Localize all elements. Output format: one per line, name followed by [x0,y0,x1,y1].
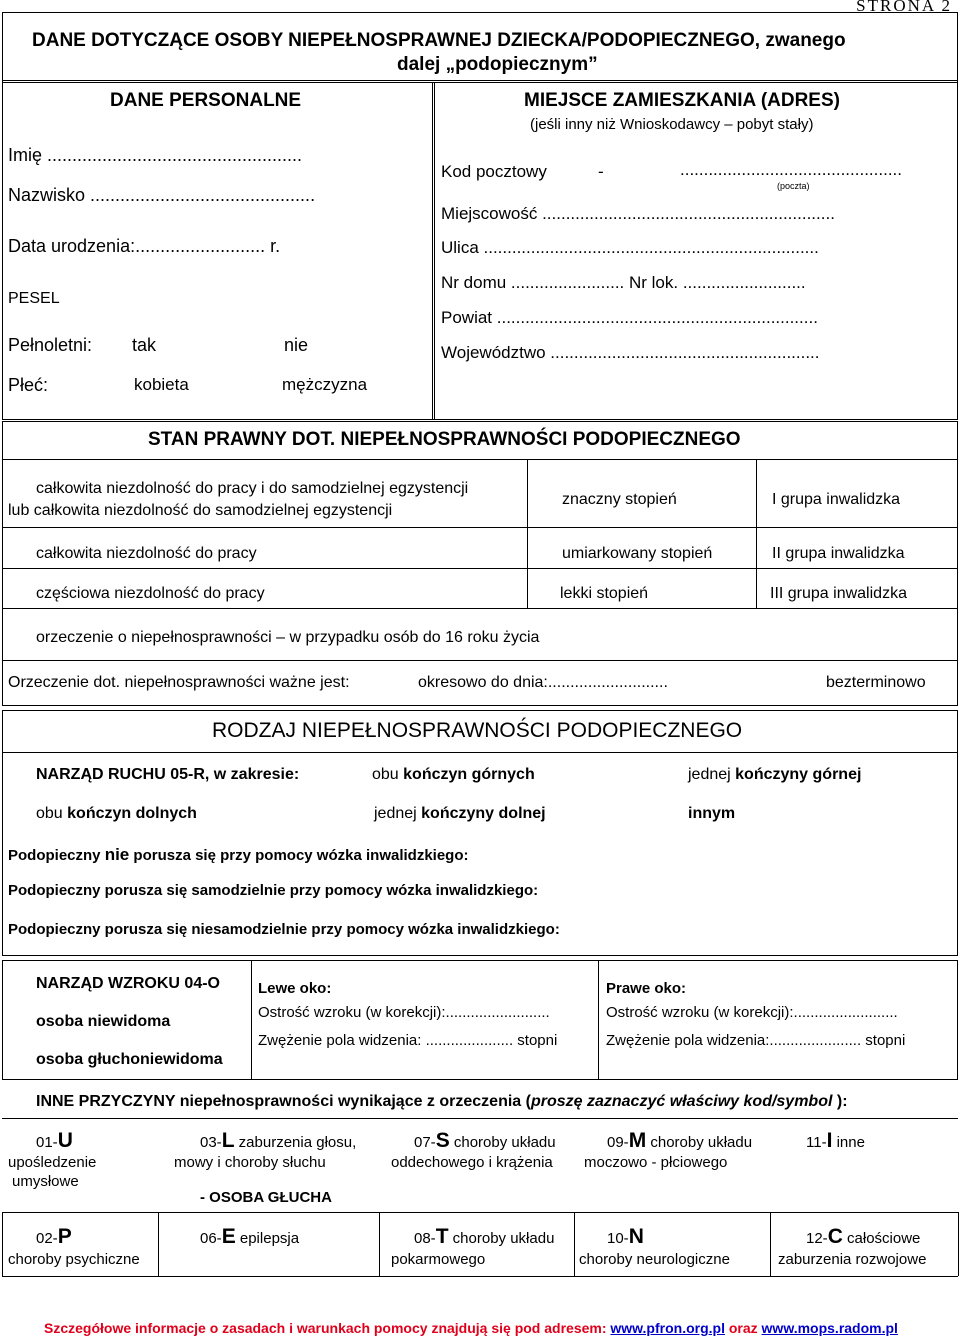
legal-option-4[interactable]: orzeczenie o niepełnosprawności – w przypadku osób do 16 roku życia [36,629,540,646]
code-10-n[interactable]: 10-N [607,1225,644,1248]
city-field[interactable]: Miejscowość .............................................................. [441,204,835,223]
pfron-link[interactable]: www.pfron.org.pl [610,1320,725,1336]
postal-code-dash: - [598,162,604,181]
one-upper-limb-option[interactable]: jednej kończyny górnej [688,766,862,783]
left-eye-acuity-field[interactable]: Ostrość wzroku (w korekcji):......................... [258,1004,550,1021]
deafblind-option[interactable]: osoba głuchoniewidoma [36,1051,223,1068]
birth-date-field[interactable]: Data urodzenia:.......................... r. [8,236,281,256]
house-number-field[interactable]: Nr domu ........................ Nr lok. .......................... [441,273,806,292]
group-1[interactable]: I grupa inwalidzka [772,491,901,508]
validity-indefinite-option[interactable]: bezterminowo [826,674,926,691]
pesel-label: PESEL [8,290,60,307]
code-10-desc: choroby neurologiczne [579,1251,730,1268]
validity-periodic-option[interactable]: okresowo do dnia:........................... [418,674,668,691]
last-name-field[interactable]: Nazwisko ............................................. [8,185,316,205]
group-2[interactable]: II grupa inwalidzka [772,545,905,562]
adult-label: Pełnoletni: [8,335,93,355]
legal-option-1-line1[interactable]: całkowita niezdolność do pracy i do samodzielnej egzystencji [36,480,469,497]
section-title-line1: DANE DOTYCZĄCE OSOBY NIEPEŁNOSPRAWNEJ DZIECKA/PODOPIECZNEGO, zwanego [32,30,846,51]
legal-option-2[interactable]: całkowita niezdolność do pracy [36,545,257,562]
sex-female-option[interactable]: kobieta [134,375,189,394]
both-upper-limbs-option[interactable]: obu kończyn górnych [372,766,535,783]
adult-no-option[interactable]: nie [284,335,309,355]
legal-option-1-line2: lub całkowita niezdolność do samodzielnej egzystencji [8,502,393,519]
sex-male-option[interactable]: mężczyzna [282,375,368,394]
one-lower-limb-option[interactable]: jednej kończyny dolnej [374,805,546,822]
mops-link[interactable]: www.mops.radom.pl [761,1320,898,1336]
legal-heading: STAN PRAWNY DOT. NIEPEŁNOSPRAWNOŚCI PODOPIECZNEGO [148,429,741,450]
code-11-i[interactable]: 11-I inne [806,1129,865,1152]
other-causes-heading: INNE PRZYCZYNY niepełnosprawności wynikające z orzeczenia (proszę zaznaczyć właściwy kod/symbol ): [36,1093,848,1110]
vision-label: NARZĄD WZROKU 04-O [36,975,220,992]
post-office-note: (poczta) [777,181,810,191]
code-08-t[interactable]: 08-T choroby układu [414,1225,555,1248]
wheelchair-independent-option[interactable]: Podopieczny porusza się samodzielnie przy pomocy wózka inwalidzkiego: [8,882,539,899]
code-07-s[interactable]: 07-S choroby układu [414,1129,556,1152]
left-eye-heading: Lewe oko: [258,980,332,997]
postal-code-label: Kod pocztowy [441,162,547,181]
code-01-desc-1: upośledzenie [8,1154,97,1171]
code-01-desc-2: umysłowe [12,1173,79,1190]
code-06-e[interactable]: 06-E epilepsja [200,1225,300,1248]
code-09-m[interactable]: 09-M choroby układu [607,1129,753,1152]
adult-yes-option[interactable]: tak [132,335,157,355]
blind-option[interactable]: osoba niewidoma [36,1013,171,1030]
code-12-desc: zaburzenia rozwojowe [778,1251,927,1268]
degree-moderate[interactable]: umiarkowany stopień [562,545,713,562]
personal-heading: DANE PERSONALNE [110,90,302,111]
first-name-field[interactable]: Imię ................................................... [8,145,303,165]
district-field[interactable]: Powiat .................................................................... [441,308,818,327]
both-lower-limbs-option[interactable]: obu kończyn dolnych [36,805,197,822]
degree-mild[interactable]: lekki stopień [560,585,649,602]
footer-info: Szczegółowe informacje o zasadach i warunkach pomocy znajdują się pod adresem: www.pfron.org.pl oraz www.mops.radom.pl [44,1320,898,1336]
wheelchair-dependent-option[interactable]: Podopieczny porusza się niesamodzielnie przy pomocy wózka inwalidzkiego: [8,921,560,938]
right-eye-acuity-field[interactable]: Ostrość wzroku (w korekcji):......................... [606,1004,898,1021]
other-limb-option[interactable]: innym [688,805,736,822]
address-heading: MIEJSCE ZAMIESZKANIA (ADRES) [524,90,840,111]
code-07-desc: oddechowego i krążenia [391,1154,553,1171]
code-03-l[interactable]: 03-L zaburzenia głosu, [200,1129,357,1152]
address-subheading: (jeśli inny niż Wnioskodawcy – pobyt stały) [530,116,814,133]
code-02-p[interactable]: 02-P [36,1225,72,1248]
voivodeship-field[interactable]: Województwo ......................................................... [441,343,820,362]
code-08-desc: pokarmowego [391,1251,486,1268]
code-09-desc: moczowo - płciowego [584,1154,728,1171]
code-03-deaf-option[interactable]: - OSOBA GŁUCHA [200,1189,332,1206]
code-01-u[interactable]: 01-U [36,1129,73,1152]
code-02-desc: choroby psychiczne [8,1251,140,1268]
post-office-field[interactable]: ............................................... [680,160,902,179]
legal-option-3[interactable]: częściowa niezdolność do pracy [36,585,265,602]
code-12-c[interactable]: 12-C całościowe [806,1225,921,1248]
page-number: STRONA 2 [856,0,952,15]
section-title-line2: dalej „podopiecznym” [397,54,598,75]
sex-label: Płeć: [8,375,49,395]
left-eye-field-narrowing[interactable]: Zwężenie pola widzenia: ..................... stopni [258,1032,558,1049]
street-field[interactable]: Ulica ....................................................................... [441,238,819,257]
right-eye-field-narrowing[interactable]: Zwężenie pola widzenia:...................... stopni [606,1032,906,1049]
wheelchair-no-option[interactable]: Podopieczny nie porusza się przy pomocy wózka inwalidzkiego: [8,845,469,864]
locomotor-label: NARZĄD RUCHU 05-R, w zakresie: [36,766,300,783]
validity-label: Orzeczenie dot. niepełnosprawności ważne jest: [8,674,350,691]
section-disability-type [2,710,958,956]
right-eye-heading: Prawe oko: [606,980,687,997]
degree-significant[interactable]: znaczny stopień [562,491,677,508]
group-3[interactable]: III grupa inwalidzka [770,585,907,602]
code-03-desc: mowy i choroby słuchu [174,1154,326,1171]
disability-heading: RODZAJ NIEPEŁNOSPRAWNOŚCI PODOPIECZNEGO [212,719,743,742]
